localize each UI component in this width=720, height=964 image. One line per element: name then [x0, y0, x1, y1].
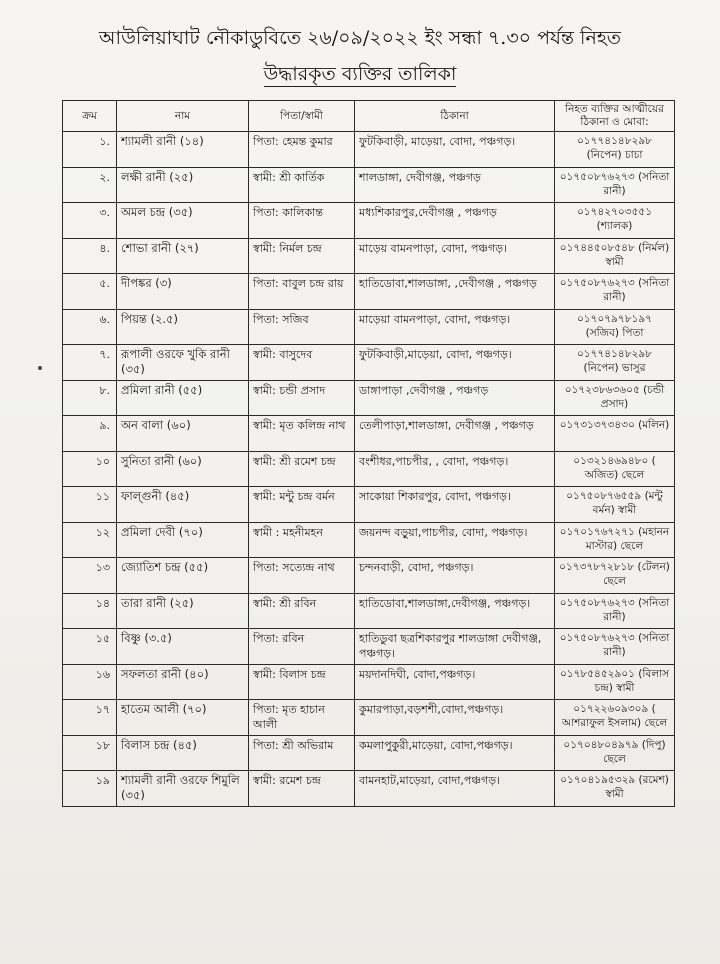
name-cell: সফলতা রানী (৪০) — [117, 664, 249, 700]
serial-cell: ১০ — [63, 451, 117, 487]
relation-cell: পিতা: শ্রী অভিরাম — [249, 735, 355, 771]
header-name: নাম — [117, 101, 249, 132]
table-row — [63, 735, 675, 771]
address-cell: ডাঙ্গাপাড়া ,দেবীগঞ্জ , পঞ্চগড় — [355, 380, 555, 416]
table-row — [63, 416, 675, 452]
contact-cell: ০১৭৩৭৮৭২৮১৮ (টেলন) ছেলে — [555, 558, 675, 594]
table-row — [63, 700, 675, 736]
contact-cell: ০১৭৪৪৫০৮৫৪৮ (নির্মল) স্বামী — [555, 238, 675, 274]
name-cell: বিষ্ণু (৩.৫) — [117, 629, 249, 665]
address-cell: শালডাঙ্গা, দেবীগঞ্জ, পঞ্চগড় — [355, 167, 555, 203]
table-header-row — [63, 101, 675, 132]
contact-cell: ০১৩২১৪৬৯৪৮০ ( অজিত) ছেলে — [555, 451, 675, 487]
name-cell: অমল চন্দ্র (৩৫) — [117, 203, 249, 239]
table-row — [63, 345, 675, 381]
contact-cell: ০১৭৫০৮৭৬৫৫৯ (মন্টু বর্মন) স্বামী — [555, 487, 675, 523]
contact-cell: ০১৭০৭৯৭৮১৯৭ (সজিব) পিতা — [555, 309, 675, 345]
serial-cell: ৯. — [63, 416, 117, 452]
address-cell: কমলাপুকুরী,মাড়েয়া, বোদা,পঞ্চগড়। — [355, 735, 555, 771]
margin-mark — [38, 366, 42, 370]
address-cell: জয়নন্দ বড়ুয়া,পাচপীর, বোদা, পঞ্চগড়। — [355, 522, 555, 558]
document-title: আউলিয়াঘাট নৌকাডুবিতে ২৬/০৯/২০২২ ইং সন্ধা ৭.৩০ পর্যন্ত নিহত — [98, 27, 622, 49]
contact-cell: ০১৭৭৪১৪৮২৯৮ (নিপেন) ভাসুর — [555, 345, 675, 381]
address-cell: হাতিডুবা ছত্রশিকারপুর শালডাঙ্গা দেবীগঞ্জ, পঞ্চগড়। — [355, 629, 555, 665]
name-cell: তারা রানী (২৫) — [117, 593, 249, 629]
name-cell: দীপঙ্কর (৩) — [117, 274, 249, 310]
contact-cell: ০১৭২২৬০৯৩০৯ ( আশরাফুল ইসলাম) ছেলে — [555, 700, 675, 736]
table-row — [63, 274, 675, 310]
table-row — [63, 203, 675, 239]
name-cell: বিলাস চন্দ্র (৪৫) — [117, 735, 249, 771]
address-cell: ফুটকিবাড়ী,মাড়েয়া, বোদা, পঞ্চগড়। — [355, 345, 555, 381]
serial-cell: ১৮ — [63, 735, 117, 771]
contact-cell: ০১৭০৪১৯৫৩২৯ (রমেশ) স্বামী — [555, 771, 675, 807]
serial-cell: ৬. — [63, 309, 117, 345]
relation-cell: স্বামী: বিলাস চন্দ্র — [249, 664, 355, 700]
contact-cell: ০১৭৪২৭০৩৫৫১ (শ্যালক) — [555, 203, 675, 239]
serial-cell: ১৪ — [63, 593, 117, 629]
table-row — [63, 593, 675, 629]
relation-cell: স্বামী : মহনীমহন — [249, 522, 355, 558]
table-row — [63, 664, 675, 700]
relation-cell: স্বামী: শ্রী কার্তিক — [249, 167, 355, 203]
address-cell: সাকোয়া শিকারপুর, বোদা, পঞ্চগড়। — [355, 487, 555, 523]
name-cell: প্রমিলা দেবী (৭০) — [117, 522, 249, 558]
contact-cell: ০১৭৫০৮৭৬২৭৩ (সনিতা রানী) — [555, 593, 675, 629]
contact-cell: ০১৭৫০৮৭৬২৭৩ (সনিতা রানী) — [555, 629, 675, 665]
relation-cell: পিতা: সজিব — [249, 309, 355, 345]
address-cell: ফুটকিবাড়ী, মাড়েয়া, বোদা, পঞ্চগড়। — [355, 132, 555, 168]
name-cell: সুনিতা রানী (৬০) — [117, 451, 249, 487]
name-cell: শ্যামলী রানী ওরফে শিমুলি (৩৫) — [117, 771, 249, 807]
serial-cell: ৮. — [63, 380, 117, 416]
address-cell: হাতিডোবা,শালডাঙ্গা,দেবীগঞ্জ, পঞ্চগড়। — [355, 593, 555, 629]
document-subtitle-text: উদ্ধারকৃত ব্যক্তির তালিকা — [263, 63, 457, 85]
relation-cell: স্বামী: মন্টু চন্দ্র বর্মন — [249, 487, 355, 523]
contact-cell: ০১৭০১৭৬৭২৭১ (মহানন মাস্টার) ছেলে — [555, 522, 675, 558]
relation-cell: স্বামী: মৃত কলিন্দ্র নাথ — [249, 416, 355, 452]
serial-cell: ৩. — [63, 203, 117, 239]
table-row — [63, 558, 675, 594]
serial-cell: ৫. — [63, 274, 117, 310]
serial-cell: ১৩ — [63, 558, 117, 594]
victims-table — [62, 100, 675, 807]
name-cell: জ্যোতিশ চন্দ্র (৫৫) — [117, 558, 249, 594]
relation-cell: পিতা: সত্যেন্দ্র নাথ — [249, 558, 355, 594]
address-cell: কুমারপাড়া,বড়শশী,বোদা,পঞ্চগড়। — [355, 700, 555, 736]
table-row — [63, 309, 675, 345]
name-cell: লক্ষী রানী (২৫) — [117, 167, 249, 203]
address-cell: মধ্যশিকারপুর,দেবীগঞ্জ , পঞ্চগড় — [355, 203, 555, 239]
contact-cell: ০১৭৫০৮৭৬২৭৩ (সনিতা রানী) — [555, 167, 675, 203]
table-row — [63, 451, 675, 487]
relation-cell: পিতা: বাবুল চন্দ্র রায় — [249, 274, 355, 310]
relation-cell: স্বামী: নির্মল চন্দ্র — [249, 238, 355, 274]
serial-cell: ১. — [63, 132, 117, 168]
table-row — [63, 771, 675, 807]
name-cell: হাতেম আলী (৭০) — [117, 700, 249, 736]
serial-cell: ২. — [63, 167, 117, 203]
address-cell: তেলীপাড়া,শালডাঙ্গা, দেবীগঞ্জ , পঞ্চগড় — [355, 416, 555, 452]
header-contact: নিহত ব্যক্তির আত্মীয়ের ঠিকানা ও মোবা: — [555, 101, 675, 132]
serial-cell: ১৯ — [63, 771, 117, 807]
serial-cell: ১৭ — [63, 700, 117, 736]
header-serial: ক্রম — [63, 101, 117, 132]
header-relation: পিতা/স্বামী — [249, 101, 355, 132]
address-cell: বংশীধর,পাচপীর, , বোদা, পঞ্চগড়। — [355, 451, 555, 487]
serial-cell: ১১ — [63, 487, 117, 523]
table-row — [63, 487, 675, 523]
table-row — [63, 132, 675, 168]
relation-cell: স্বামী: বাসুদেব — [249, 345, 355, 381]
relation-cell: পিতা: কালিকান্ত — [249, 203, 355, 239]
contact-cell: ০১৭০৪৮০৪৯৭৯ (দিপু) ছেলে — [555, 735, 675, 771]
name-cell: শ্যামলী রানী (১৪) — [117, 132, 249, 168]
address-cell: চন্দনবাড়ী, বোদা, পঞ্চগড়। — [355, 558, 555, 594]
serial-cell: ১৬ — [63, 664, 117, 700]
relation-cell: পিতা: রবিন — [249, 629, 355, 665]
table-row — [63, 238, 675, 274]
table-row — [63, 629, 675, 665]
relation-cell: স্বামী: শ্রী রবিন — [249, 593, 355, 629]
address-cell: মাড়েয়া বামনপাড়া, বোদা, পঞ্চগড়। — [355, 309, 555, 345]
table-row — [63, 380, 675, 416]
serial-cell: ৪. — [63, 238, 117, 274]
relation-cell: স্বামী: রমেশ চন্দ্র — [249, 771, 355, 807]
table-row — [63, 522, 675, 558]
address-cell: হাতিডোবা,শালডাঙ্গা, ,দেবীগঞ্জ , পঞ্চগড় — [355, 274, 555, 310]
name-cell: ফাল্গুনী (৪৫) — [117, 487, 249, 523]
name-cell: প্রমিলা রানী (৫৫) — [117, 380, 249, 416]
name-cell: শোভা রানী (২৭) — [117, 238, 249, 274]
serial-cell: ১২ — [63, 522, 117, 558]
contact-cell: ০১৭৮৫৪৫২৯০১ (বিলাস চন্দ্র) স্বামী — [555, 664, 675, 700]
address-cell: ময়দানদিঘী, বোদা,পঞ্চগড়। — [355, 664, 555, 700]
serial-cell: ১৫ — [63, 629, 117, 665]
relation-cell: স্বামী: চন্ডী প্রসাদ — [249, 380, 355, 416]
contact-cell: ০১৭২৩৮৬৩৬০৫ (চন্ডী প্রসাদ) — [555, 380, 675, 416]
relation-cell: পিতা: মৃত হাচান আলী — [249, 700, 355, 736]
table-body — [63, 132, 675, 807]
document-subtitle — [0, 60, 720, 92]
relation-cell: স্বামী: শ্রী রমেশ চন্দ্র — [249, 451, 355, 487]
address-cell: মাড়েয় বামনপাড়া, বোদা, পঞ্চগড়। — [355, 238, 555, 274]
serial-cell: ৭. — [63, 345, 117, 381]
relation-cell: পিতা: হেমন্ত কুমার — [249, 132, 355, 168]
contact-cell: ০১৭৩১৩৭৩৪৩০ (মলিন) — [555, 416, 675, 452]
name-cell: অন বালা (৬০) — [117, 416, 249, 452]
address-cell: বামনহাট,মাড়েয়া, বোদা,পঞ্চগড়। — [355, 771, 555, 807]
contact-cell: ০১৭৭৪১৪৮২৯৮ (নিপেন) চাচা — [555, 132, 675, 168]
table-row — [63, 167, 675, 203]
name-cell: রূপালী ওরফে খুকি রানী (৩৫) — [117, 345, 249, 381]
contact-cell: ০১৭৫০৮৭৬২৭৩ (সনিতা রানী) — [555, 274, 675, 310]
name-cell: পিয়ন্ত (২.৫) — [117, 309, 249, 345]
header-address: ঠিকানা — [355, 101, 555, 132]
